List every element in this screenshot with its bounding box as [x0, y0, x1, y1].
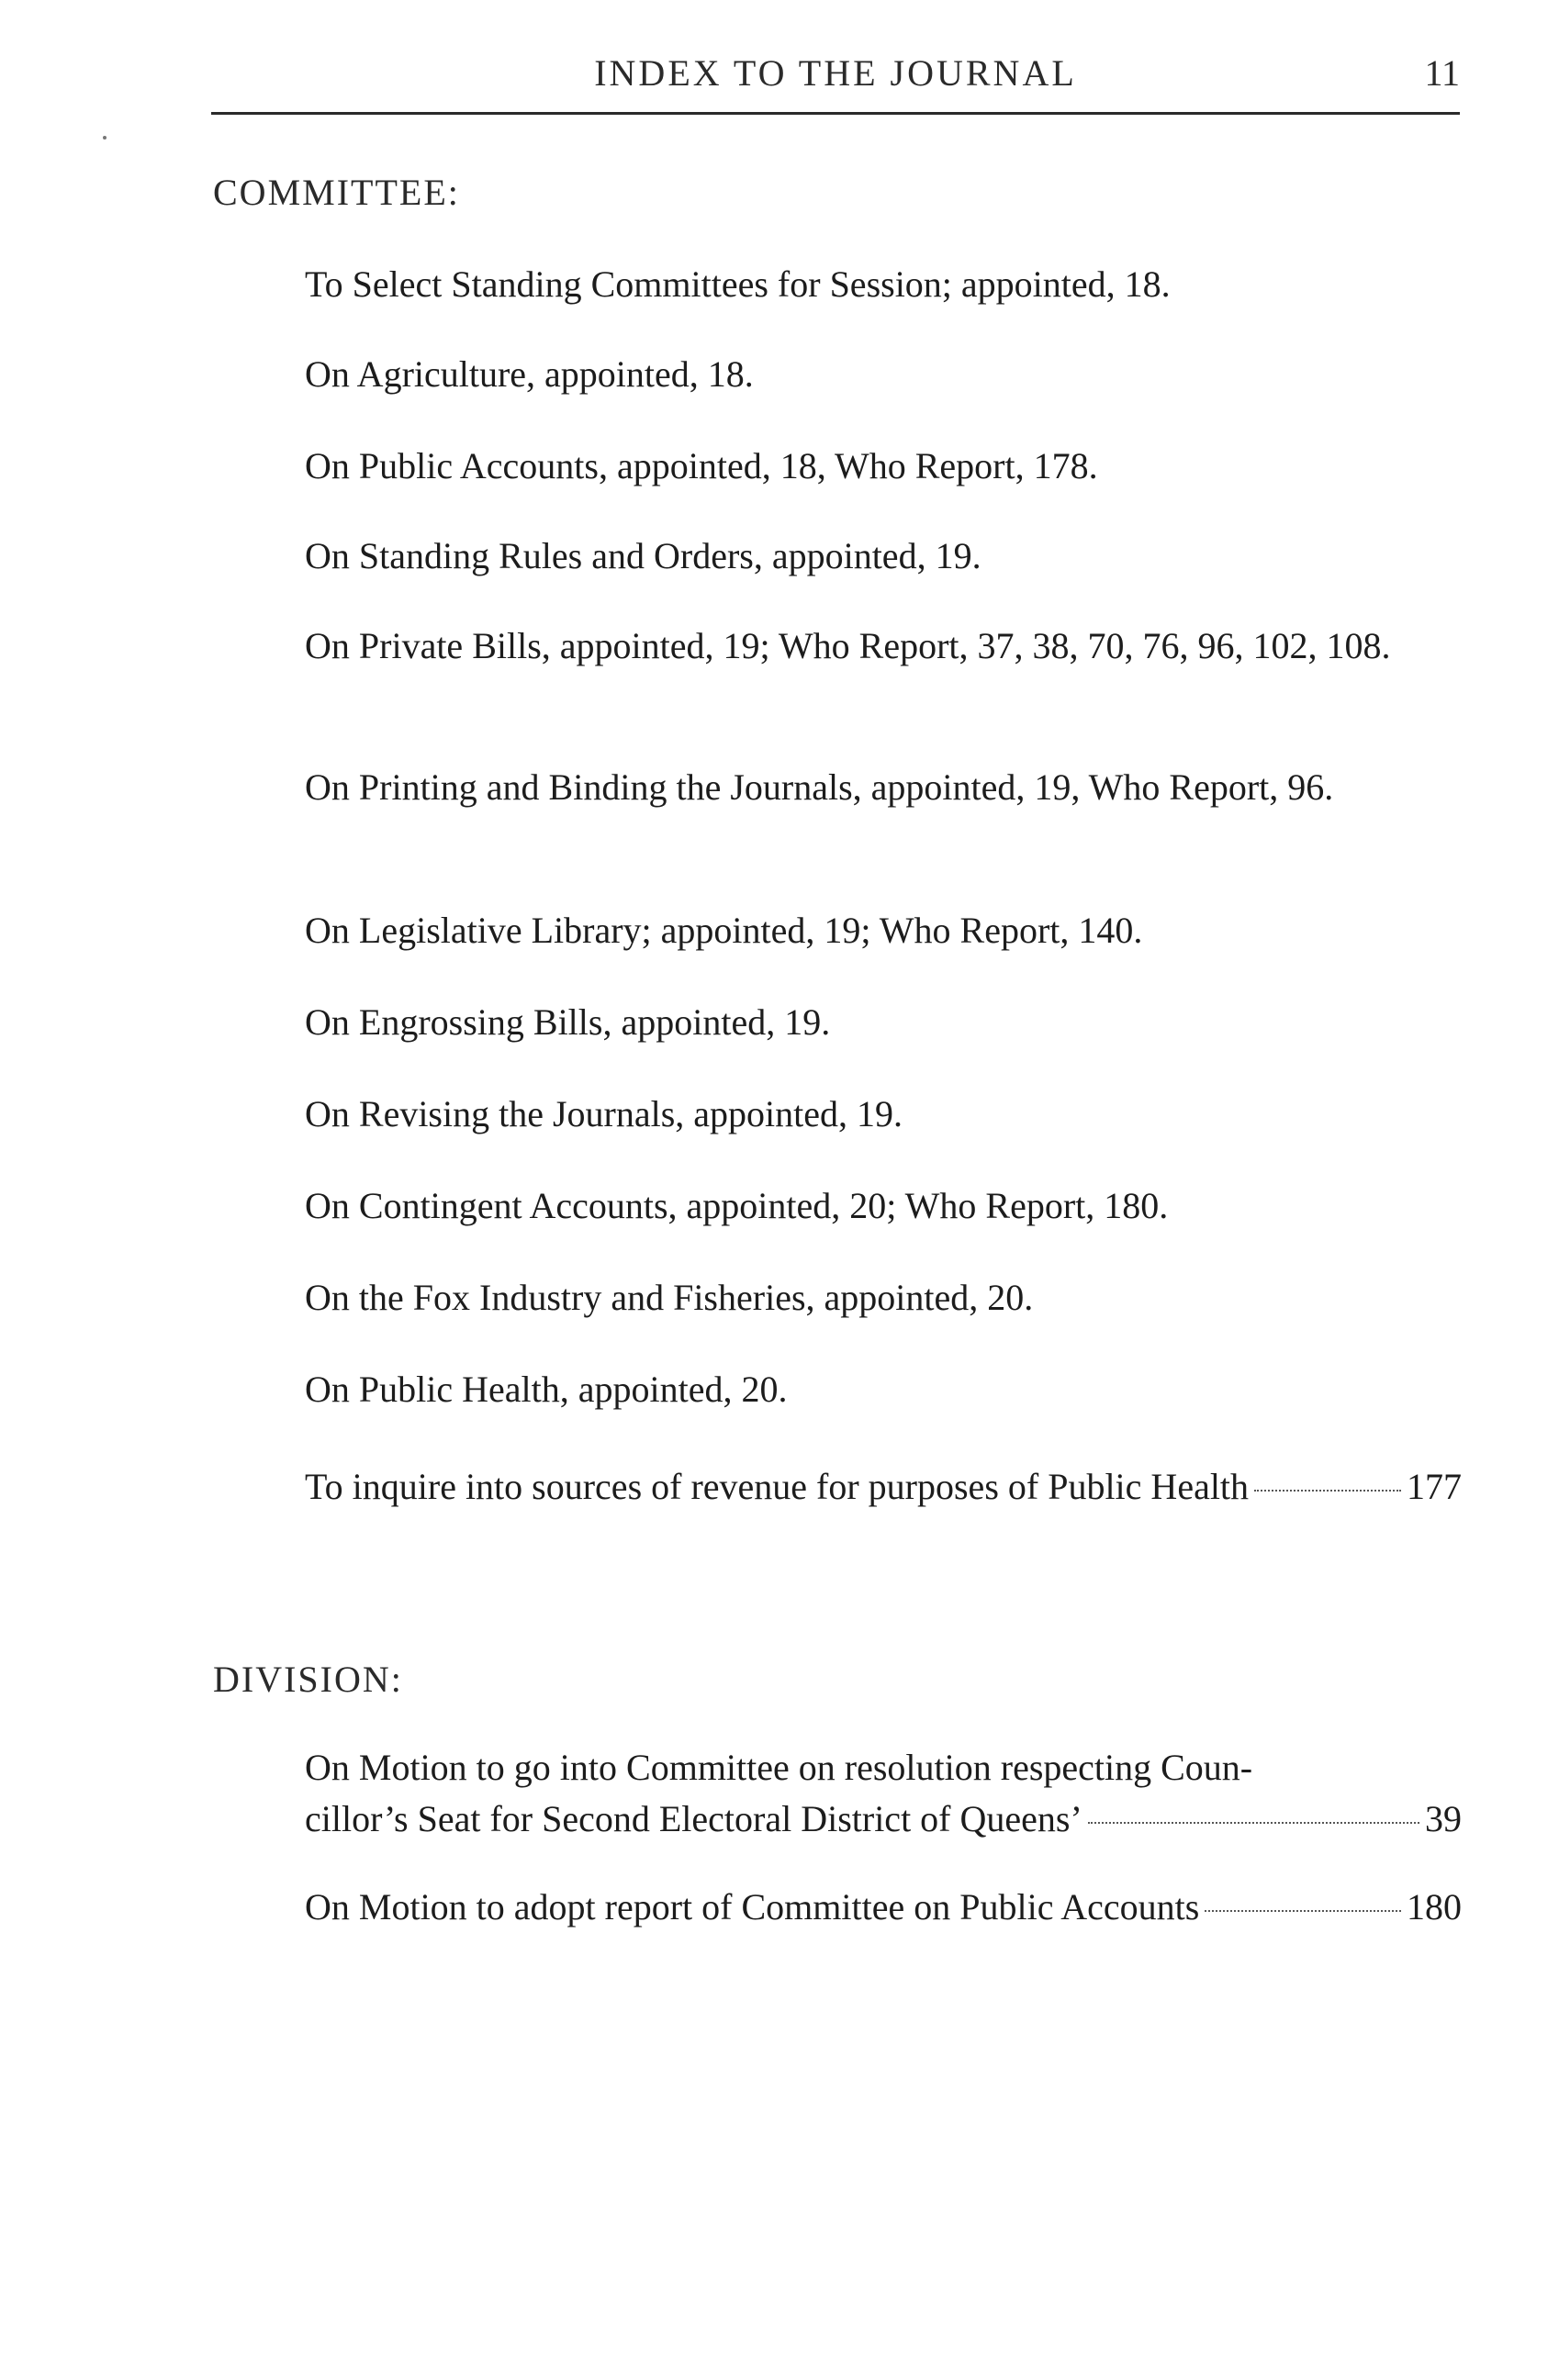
index-entry: On Standing Rules and Orders, appointed, 19.: [305, 535, 981, 576]
index-entry: To Select Standing Committees for Session; appointed, 18.: [305, 263, 1171, 305]
index-entry: On the Fox Industry and Fisheries, appointed, 20.: [305, 1277, 1034, 1318]
entry-text: On Motion to adopt report of Committee on Public Accounts: [305, 1886, 1200, 1927]
index-entry-with-leader: [305, 1742, 1462, 1845]
entry-page-ref: 39: [1425, 1798, 1462, 1839]
entry-text-line-2: cillor’s Seat for Second Electoral District of Queens’: [305, 1798, 1082, 1839]
index-entry: On Revising the Journals, appointed, 19.: [305, 1093, 903, 1134]
dot-leader: [1254, 1490, 1401, 1492]
index-entry-with-leader: [305, 1461, 1462, 1513]
index-entry: On Legislative Library; appointed, 19; Who Report, 140.: [305, 910, 1143, 951]
section-heading-committee: COMMITTEE:: [213, 172, 460, 213]
section-heading-division: DIVISION:: [213, 1659, 403, 1700]
entry-text-line-1: On Motion to go into Committee on resolution respecting Coun-: [305, 1747, 1253, 1788]
entry-page-ref: 177: [1407, 1466, 1462, 1507]
index-entry: On Contingent Accounts, appointed, 20; Who Report, 180.: [305, 1185, 1169, 1226]
header-title: INDEX TO THE JOURNAL: [594, 52, 1077, 94]
index-entry: On Private Bills, appointed, 19; Who Report, 37, 38, 70, 76, 96, 102, 108.: [305, 625, 1391, 666]
index-entry: On Engrossing Bills, appointed, 19.: [305, 1001, 831, 1043]
index-entry: On Public Accounts, appointed, 18, Who Report, 178.: [305, 445, 1098, 486]
entry-page-ref: 180: [1407, 1886, 1462, 1927]
index-entry: On Printing and Binding the Journals, appointed, 19, Who Report, 96.: [305, 766, 1334, 808]
dot-leader: [1205, 1910, 1401, 1912]
margin-speck: [103, 136, 107, 140]
dot-leader: [1088, 1822, 1419, 1824]
header-rule: [211, 112, 1460, 115]
page-number: 11: [1424, 52, 1460, 94]
entry-last-line: [305, 1793, 1462, 1845]
index-entry-with-leader: [305, 1882, 1462, 1933]
index-entry: On Public Health, appointed, 20.: [305, 1369, 788, 1410]
entry-text: To inquire into sources of revenue for purposes of Public Health: [305, 1466, 1250, 1507]
index-entry: On Agriculture, appointed, 18.: [305, 353, 754, 395]
running-header: [211, 46, 1460, 101]
